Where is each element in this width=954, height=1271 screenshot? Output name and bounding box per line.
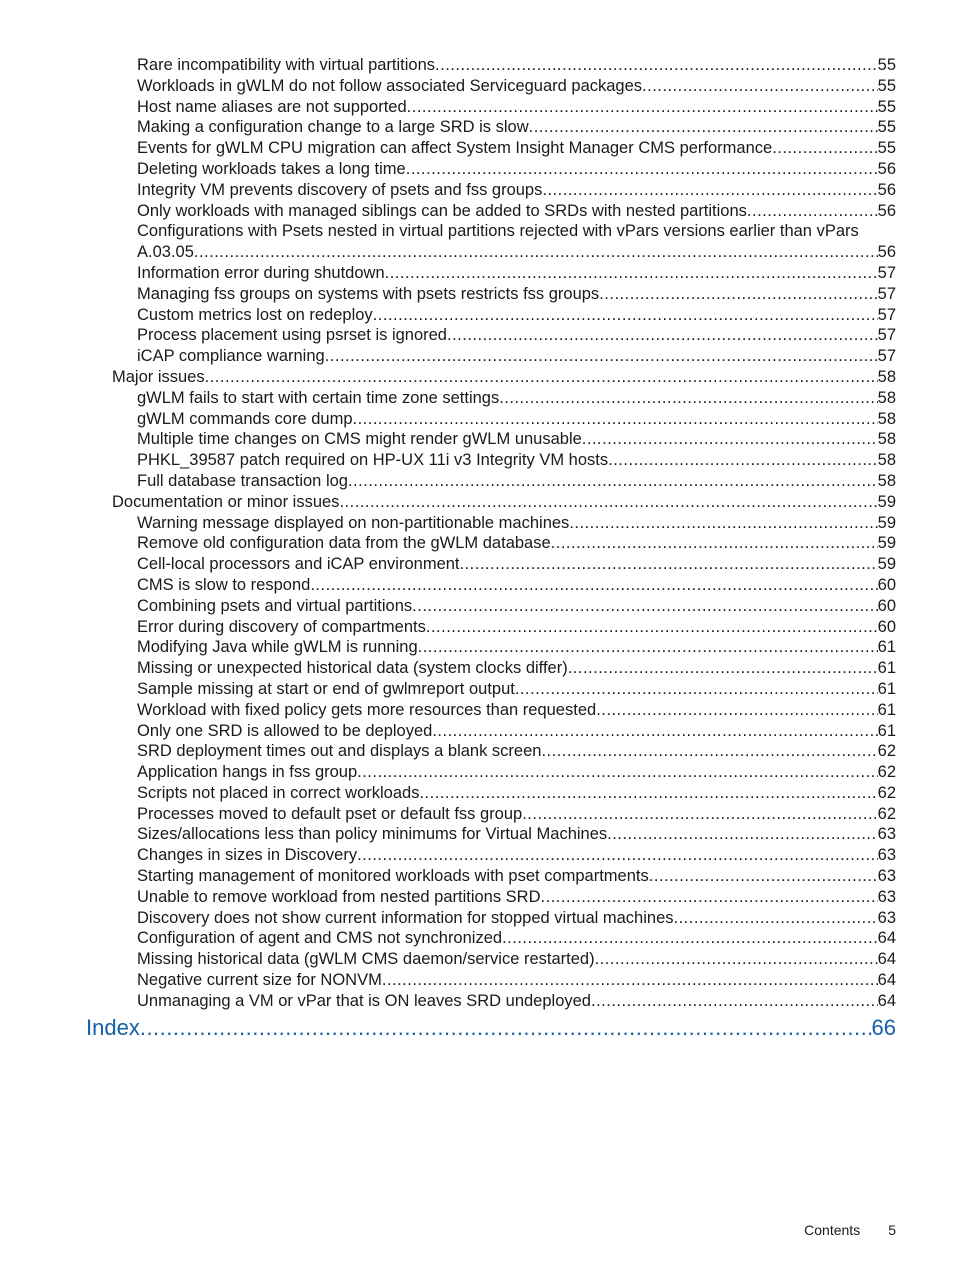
- toc-entry[interactable]: [137, 513, 896, 534]
- toc-entry-title: Remove old configuration data from the gWLM database: [137, 534, 551, 553]
- toc-entry-page: 56: [877, 159, 896, 178]
- toc-entry[interactable]: [137, 762, 896, 783]
- toc-entry[interactable]: [137, 949, 896, 970]
- toc-entry[interactable]: [137, 346, 896, 367]
- dot-leader: [541, 741, 877, 762]
- toc-entry-page: 57: [877, 284, 896, 303]
- toc-entry-title: Major issues: [112, 367, 205, 386]
- dot-leader: [382, 970, 878, 991]
- dot-leader: [426, 617, 878, 638]
- toc-entry-page: 62: [877, 763, 896, 782]
- toc-entry[interactable]: [137, 450, 896, 471]
- toc-entry[interactable]: [137, 845, 896, 866]
- toc-entry-title: SRD deployment times out and displays a blank screen: [137, 742, 542, 761]
- dot-leader: [522, 804, 877, 825]
- dot-leader: [418, 637, 878, 658]
- table-of-contents: [0, 55, 954, 1041]
- toc-entry-title-line[interactable]: Configurations with Psets nested in virtual partitions rejected with vPars versions earlier than vPars: [137, 222, 859, 241]
- toc-entry-title: Full database transaction log: [137, 471, 348, 490]
- dot-leader: [373, 305, 878, 326]
- dot-leader: [460, 554, 878, 575]
- dot-leader: [348, 471, 878, 492]
- toc-entry-page: 64: [877, 971, 896, 990]
- toc-entry[interactable]: [137, 700, 896, 721]
- toc-entry[interactable]: [137, 908, 896, 929]
- dot-leader: [568, 658, 878, 679]
- dot-leader: [551, 533, 878, 554]
- dot-leader: [608, 450, 878, 471]
- toc-entry[interactable]: [137, 117, 896, 138]
- toc-entry[interactable]: [137, 409, 896, 430]
- toc-entry[interactable]: [137, 596, 896, 617]
- toc-entry-title: Combining psets and virtual partitions: [137, 596, 413, 615]
- dot-leader: [205, 367, 878, 388]
- toc-entry[interactable]: [137, 201, 896, 222]
- toc-entry[interactable]: [137, 721, 896, 742]
- toc-entry-title: Warning message displayed on non-partitionable machines: [137, 513, 570, 532]
- toc-entry-title: Discovery does not show current information for stopped virtual machines: [137, 908, 674, 927]
- toc-entry-title: iCAP compliance warning: [137, 347, 325, 366]
- dot-leader: [591, 991, 878, 1012]
- toc-entry-page: 64: [877, 950, 896, 969]
- toc-entry-title: Starting management of monitored workloads with pset compartments: [137, 867, 649, 886]
- dot-leader: [542, 180, 877, 201]
- toc-entry-title: Events for gWLM CPU migration can affect System Insight Manager CMS performance: [137, 139, 773, 158]
- toc-entry-title: Changes in sizes in Discovery: [137, 846, 358, 865]
- toc-entry[interactable]: [137, 388, 896, 409]
- toc-entry-title: Documentation or minor issues: [112, 492, 340, 511]
- toc-entry-page: 62: [877, 742, 896, 761]
- dot-leader: [412, 596, 877, 617]
- toc-entry[interactable]: [137, 305, 896, 326]
- toc-entry[interactable]: [137, 928, 896, 949]
- dot-leader: [569, 513, 877, 534]
- toc-entry-page: 61: [877, 721, 896, 740]
- toc-entry-title: Modifying Java while gWLM is running: [137, 638, 418, 657]
- dot-leader: [582, 429, 878, 450]
- dot-leader: [385, 263, 878, 284]
- toc-entry-page: 55: [877, 118, 896, 137]
- dot-leader: [435, 55, 878, 76]
- toc-entry[interactable]: [137, 658, 896, 679]
- toc-entry-page: 58: [877, 367, 896, 386]
- toc-entry-title: Index: [86, 1014, 140, 1040]
- dot-leader: [747, 201, 878, 222]
- toc-entry[interactable]: [137, 783, 896, 804]
- toc-entry-title: gWLM commands core dump: [137, 409, 353, 428]
- toc-entry[interactable]: [137, 679, 896, 700]
- dot-leader: [140, 1015, 872, 1041]
- toc-entry-title: Scripts not placed in correct workloads: [137, 783, 420, 802]
- toc-entry[interactable]: [137, 554, 896, 575]
- toc-entry[interactable]: [137, 180, 896, 201]
- toc-entry[interactable]: [137, 325, 896, 346]
- dot-leader: [432, 721, 877, 742]
- dot-leader: [599, 284, 877, 305]
- toc-section-entry[interactable]: [112, 492, 896, 513]
- toc-entry[interactable]: [137, 263, 896, 284]
- toc-entry-title: Only workloads with managed siblings can be added to SRDs with nested partitions: [137, 201, 747, 220]
- toc-entry-title: Missing or unexpected historical data (system clocks differ): [137, 659, 568, 678]
- toc-section-entry[interactable]: [112, 367, 896, 388]
- toc-entry-title: Sample missing at start or end of gwlmreport output: [137, 679, 515, 698]
- toc-entry-title: Only one SRD is allowed to be deployed: [137, 721, 433, 740]
- toc-entry[interactable]: [137, 97, 896, 118]
- toc-entry[interactable]: [137, 284, 896, 305]
- toc-entry-page: 63: [877, 825, 896, 844]
- toc-entry-page: 61: [877, 679, 896, 698]
- toc-entry[interactable]: [137, 824, 896, 845]
- toc-entry-title: Missing historical data (gWLM CMS daemon/service restarted): [137, 950, 595, 969]
- toc-entry-page: 60: [877, 575, 896, 594]
- toc-entry-page: 63: [877, 846, 896, 865]
- toc-entry-title: Negative current size for NONVM: [137, 971, 382, 990]
- toc-entry-title: Cell-local processors and iCAP environment: [137, 555, 460, 574]
- dot-leader: [541, 887, 878, 908]
- toc-entry-title: Sizes/allocations less than policy minimums for Virtual Machines: [137, 825, 608, 844]
- toc-entry[interactable]: [137, 741, 896, 762]
- toc-entry-title: Deleting workloads takes a long time: [137, 159, 406, 178]
- dot-leader: [649, 866, 878, 887]
- toc-entry-page: 58: [877, 430, 896, 449]
- dot-leader: [499, 388, 877, 409]
- toc-entry-page: 58: [877, 451, 896, 470]
- toc-entry-title: Multiple time changes on CMS might render gWLM unusable: [137, 430, 582, 449]
- toc-entry-page: 57: [877, 347, 896, 366]
- toc-entry-title: Unmanaging a VM or vPar that is ON leaves SRD undeployed: [137, 991, 591, 1010]
- toc-entry-page: 59: [877, 534, 896, 553]
- toc-entry[interactable]: [137, 866, 896, 887]
- toc-entry[interactable]: [137, 991, 896, 1012]
- toc-entry-page: 62: [877, 783, 896, 802]
- toc-entry-page: 60: [877, 617, 896, 636]
- toc-entry[interactable]: [137, 804, 896, 825]
- dot-leader: [339, 492, 877, 513]
- toc-entry-page: 58: [877, 388, 896, 407]
- toc-entry-title: CMS is slow to respond: [137, 575, 311, 594]
- toc-entry-title: Managing fss groups on systems with psets restricts fss groups: [137, 284, 600, 303]
- toc-entry-page: 56: [877, 180, 896, 199]
- dot-leader: [310, 575, 877, 596]
- toc-entry-title: Workloads in gWLM do not follow associated Serviceguard packages: [137, 76, 643, 95]
- toc-entry[interactable]: [137, 159, 896, 180]
- toc-entry-page: 59: [877, 555, 896, 574]
- dot-leader: [607, 824, 878, 845]
- dot-leader: [674, 908, 878, 929]
- toc-entry-page: 61: [877, 700, 896, 719]
- toc-entry-page: 60: [877, 596, 896, 615]
- toc-entry[interactable]: [137, 138, 896, 159]
- toc-entry[interactable]: [137, 970, 896, 991]
- toc-entry[interactable]: [137, 575, 896, 596]
- toc-entry-page: 61: [877, 659, 896, 678]
- toc-entry-page: 62: [877, 804, 896, 823]
- toc-entry[interactable]: [137, 242, 896, 263]
- toc-entry[interactable]: [137, 55, 896, 76]
- dot-leader: [447, 325, 878, 346]
- toc-entry-page: 57: [877, 326, 896, 345]
- toc-entry-title: PHKL_39587 patch required on HP-UX 11i v3 Integrity VM hosts: [137, 451, 609, 470]
- toc-entry-page: 56: [877, 201, 896, 220]
- toc-entry-index[interactable]: [86, 1015, 896, 1041]
- footer-section-label: Contents: [804, 1222, 861, 1238]
- toc-entry[interactable]: [137, 887, 896, 908]
- dot-leader: [357, 845, 878, 866]
- toc-entry-page: 58: [877, 409, 896, 428]
- toc-entry-title: Error during discovery of compartments: [137, 617, 426, 636]
- toc-entry-page: 59: [877, 492, 896, 511]
- toc-entry-title: A.03.05: [137, 243, 194, 262]
- dot-leader: [642, 76, 878, 97]
- toc-entry-page: 56: [877, 243, 896, 262]
- dot-leader: [515, 679, 878, 700]
- toc-entry-title: Information error during shutdown: [137, 263, 385, 282]
- toc-entry-title: Integrity VM prevents discovery of psets and fss groups: [137, 180, 543, 199]
- toc-entry-page: 63: [877, 908, 896, 927]
- toc-entry[interactable]: [137, 76, 896, 97]
- toc-entry-page: 66: [871, 1014, 896, 1040]
- dot-leader: [407, 97, 878, 118]
- toc-entry-title: Rare incompatibility with virtual partitions: [137, 56, 436, 74]
- toc-entry-title: Custom metrics lost on redeploy: [137, 305, 373, 324]
- toc-entry-title: Host name aliases are not supported: [137, 97, 407, 116]
- footer-page-number: 5: [888, 1222, 896, 1238]
- toc-entry[interactable]: [137, 429, 896, 450]
- toc-entry-page: 63: [877, 887, 896, 906]
- dot-leader: [357, 762, 878, 783]
- toc-entry-page: 64: [877, 991, 896, 1010]
- toc-entry-title: Unable to remove workload from nested partitions SRD: [137, 887, 541, 906]
- toc-entry-page: 57: [877, 305, 896, 324]
- toc-entry-page: 59: [877, 513, 896, 532]
- toc-entry-page: 55: [877, 76, 896, 95]
- dot-leader: [595, 949, 878, 970]
- toc-entry-title: Application hangs in fss group: [137, 763, 358, 782]
- toc-entry-page: 64: [877, 929, 896, 948]
- toc-entry-title: Process placement using psrset is ignored: [137, 326, 447, 345]
- toc-entry-page: 55: [877, 97, 896, 116]
- toc-entry-title: Processes moved to default pset or default fss group: [137, 804, 523, 823]
- dot-leader: [353, 409, 878, 430]
- toc-entry[interactable]: [137, 637, 896, 658]
- toc-entry-title: Making a configuration change to a large SRD is slow: [137, 118, 529, 137]
- dot-leader: [502, 928, 878, 949]
- toc-entry-title: Workload with fixed policy gets more resources than requested: [137, 700, 597, 719]
- toc-entry-title: Configuration of agent and CMS not synchronized: [137, 929, 503, 948]
- dot-leader: [325, 346, 878, 367]
- toc-entry[interactable]: [137, 617, 896, 638]
- dot-leader: [419, 783, 877, 804]
- toc-entry-page: 55: [877, 56, 896, 74]
- toc-entry[interactable]: [137, 471, 896, 492]
- dot-leader: [529, 117, 878, 138]
- toc-entry-page: 55: [877, 139, 896, 158]
- toc-entry-page: 58: [877, 471, 896, 490]
- toc-entry-title: gWLM fails to start with certain time zone settings: [137, 388, 500, 407]
- toc-entry-page: 57: [877, 263, 896, 282]
- dot-leader: [772, 138, 877, 159]
- toc-entry[interactable]: [137, 533, 896, 554]
- dot-leader: [406, 159, 878, 180]
- toc-entry-page: 63: [877, 867, 896, 886]
- dot-leader: [194, 242, 878, 263]
- page-footer: [804, 1222, 896, 1238]
- toc-entry-page: 61: [877, 638, 896, 657]
- dot-leader: [596, 700, 877, 721]
